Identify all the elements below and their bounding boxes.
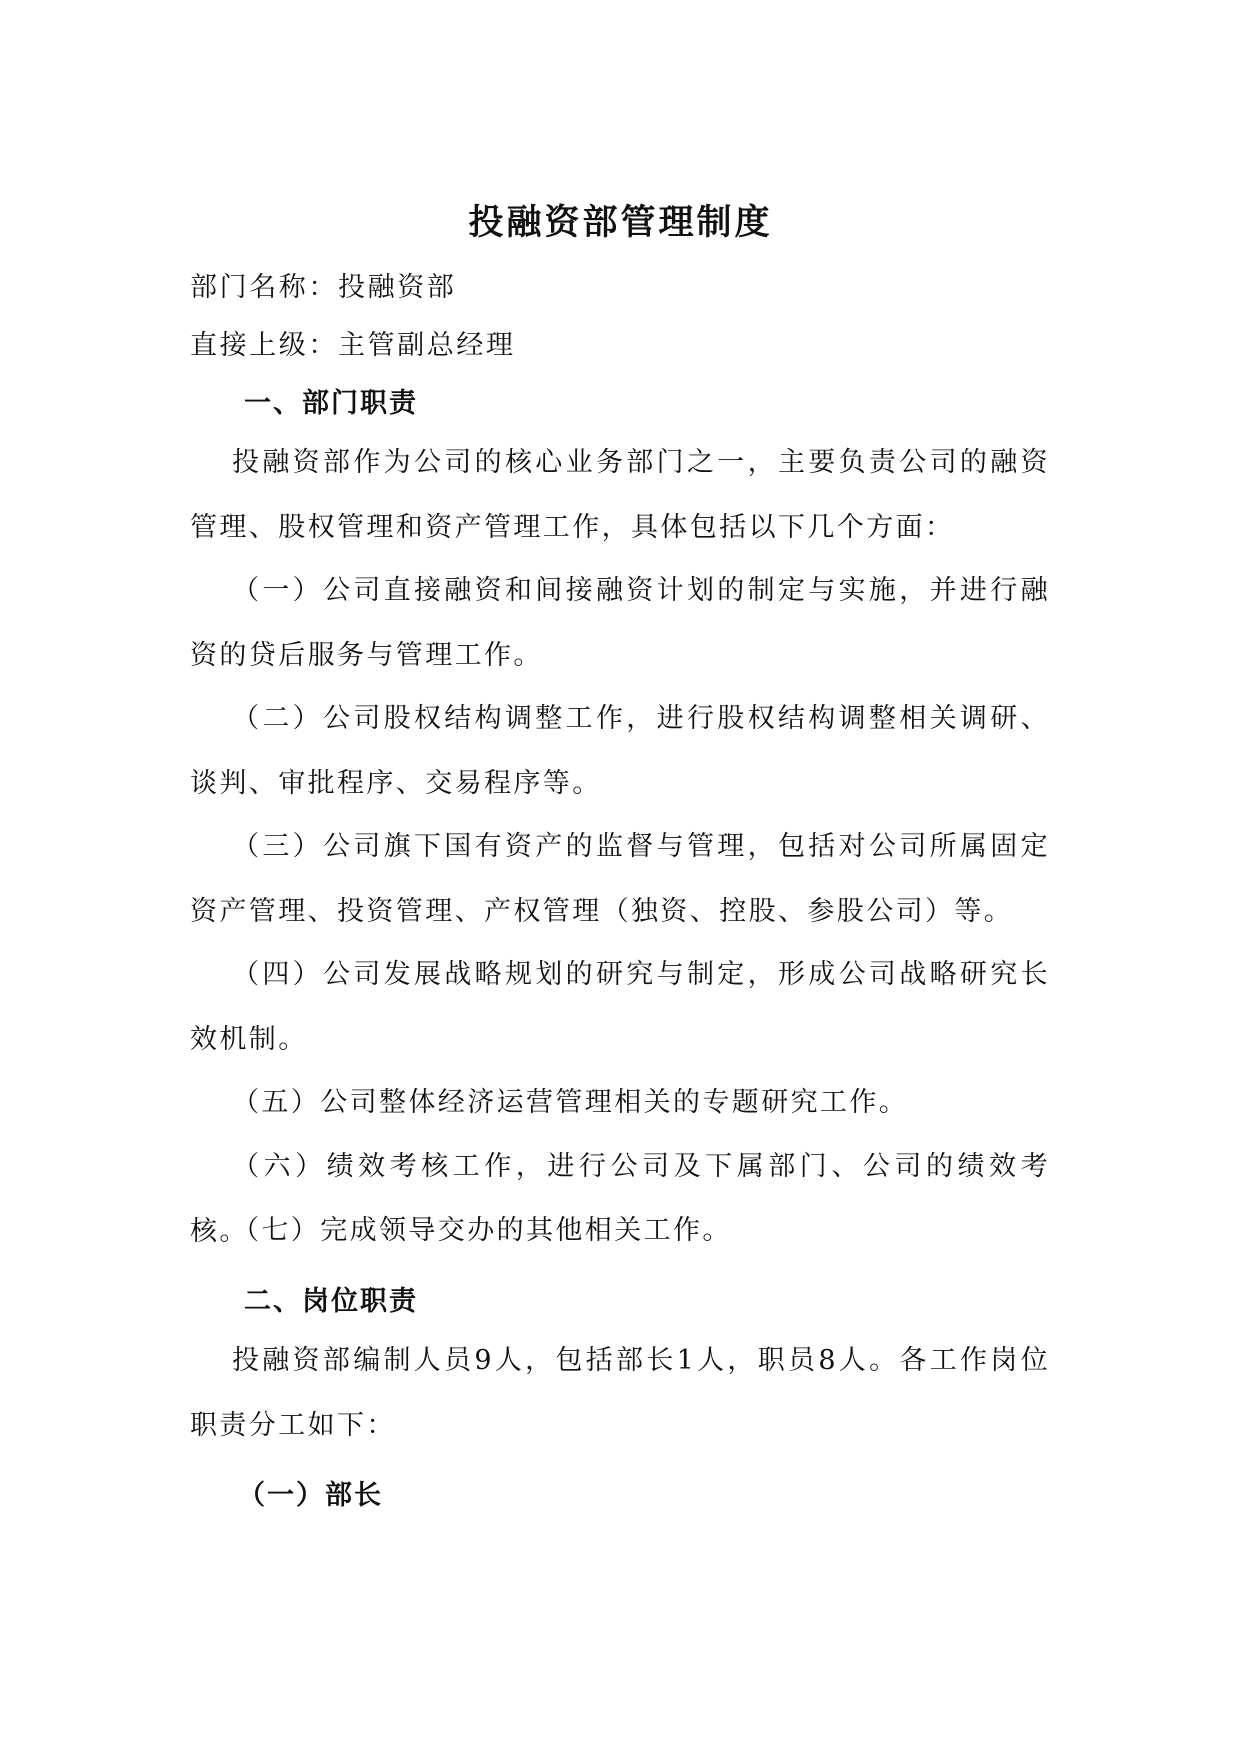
section1-intro-paragraph: 投融资部作为公司的核心业务部门之一，主要负责公司的融资管理、股权管理和资产管理工作，具体包括以下几个方面： (190, 447, 1050, 543)
section-heading-positions: 二、岗位职责 (244, 1286, 418, 1317)
duty-item-2: （二）公司股权结构调整工作，进行股权结构调整相关调研、谈判、审批程序、交易程序等。 (190, 703, 1050, 799)
duty-item-3: （三）公司旗下国有资产的监督与管理，包括对公司所属固定资产管理、投资管理、产权管理（独资、控股、参股公司）等。 (190, 831, 1050, 927)
dept-name-line: 部门名称：投融资部 (190, 272, 457, 303)
duty-item-7: （七）完成领导交办的其他相关工作。 (232, 1215, 732, 1246)
superior-line: 直接上级：主管副总经理 (190, 330, 516, 361)
page-title: 投融资部管理制度 (468, 202, 773, 243)
duty-item-5: （五）公司整体经济运营管理相关的专题研究工作。 (232, 1087, 909, 1118)
duty-item-1: （一）公司直接融资和间接融资计划的制定与实施，并进行融资的贷后服务与管理工作。 (190, 575, 1050, 671)
sub-heading-director: （一）部长 (238, 1480, 383, 1511)
section-heading-duties: 一、部门职责 (244, 388, 418, 419)
section2-intro-paragraph: 投融资部编制人员9人，包括部长1人，职员8人。各工作岗位职责分工如下： (190, 1345, 1050, 1441)
duty-item-6: （六）绩效考核工作，进行公司及下属部门、公司的绩效考核。 (190, 1151, 1050, 1247)
duty-item-4: （四）公司发展战略规划的研究与制定，形成公司战略研究长效机制。 (190, 959, 1050, 1055)
